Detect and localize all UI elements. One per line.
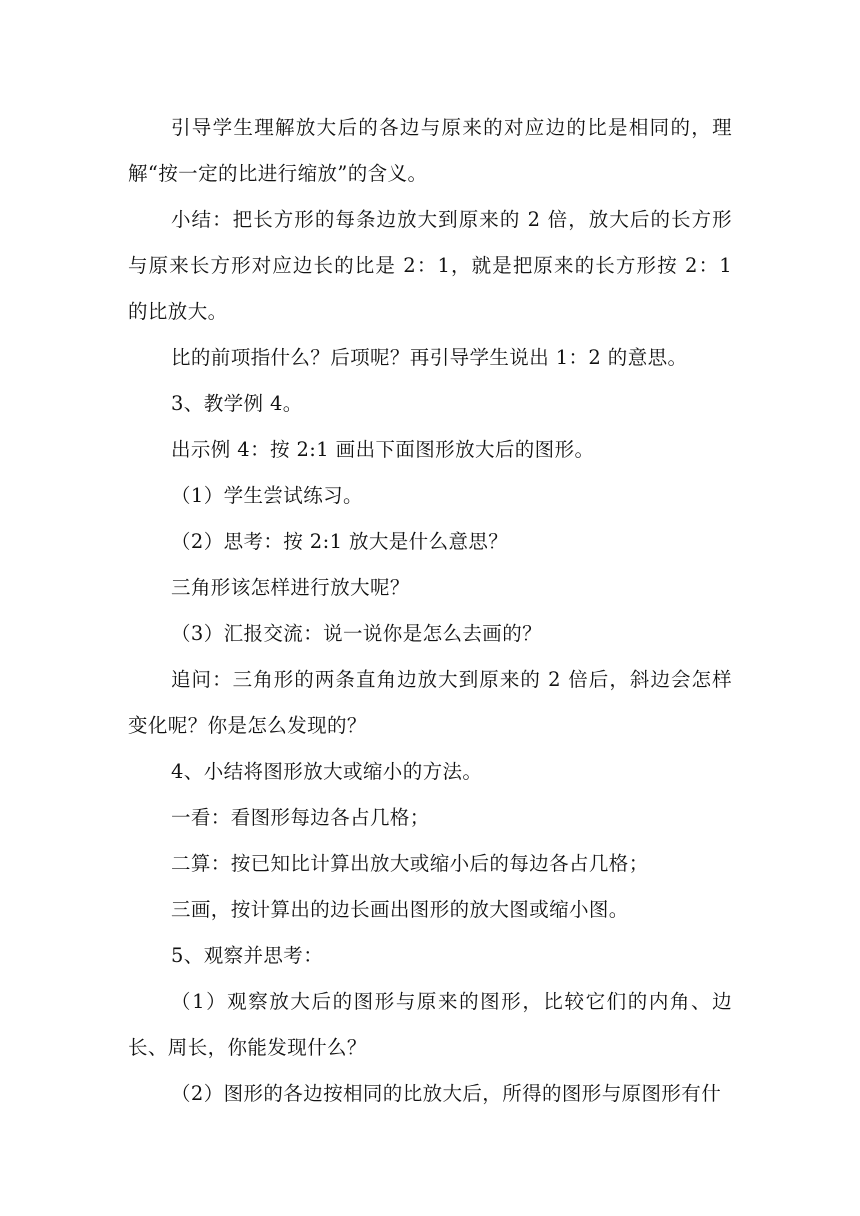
paragraph-guide-students: 引导学生理解放大后的各边与原来的对应边的比是相同的，理解“按一定的比进行缩放”的含义。 xyxy=(128,116,732,185)
paragraph-follow-up-question: 追问：三角形的两条直角边放大到原来的 2 倍后，斜边会怎样变化呢？你是怎么发现的？ xyxy=(128,668,732,737)
paragraph-step-look: 一看：看图形每边各占几格； xyxy=(171,806,430,829)
paragraph-report-exchange: （3）汇报交流：说一说你是怎么去画的？ xyxy=(171,622,543,645)
document-body xyxy=(128,105,732,1117)
paragraph-student-practice: （1）学生尝试练习。 xyxy=(171,484,363,507)
paragraph-triangle-question: 三角形该怎样进行放大呢？ xyxy=(171,576,410,599)
paragraph-step-draw: 三画，按计算出的边长画出图形的放大图或缩小图。 xyxy=(171,898,629,921)
paragraph-observe-compare: （1）观察放大后的图形与原来的图形，比较它们的内角、边长、周长，你能发现什么？ xyxy=(128,990,732,1059)
paragraph-observe-think: 5、观察并思考： xyxy=(171,944,324,967)
paragraph-ratio-terms: 比的前项指什么？后项呢？再引导学生说出 1：2 的意思。 xyxy=(171,346,688,369)
paragraph-step-calculate: 二算：按已知比计算出放大或缩小后的每边各占几格； xyxy=(171,852,649,875)
paragraph-think-meaning: （2）思考：按 2:1 放大是什么意思？ xyxy=(171,530,509,553)
paragraph-summary-rectangle: 小结：把长方形的每条边放大到原来的 2 倍，放大后的长方形与原来长方形对应边长的比是 2：1，就是把原来的长方形按 2：1 的比放大。 xyxy=(128,208,732,323)
paragraph-method-summary: 4、小结将图形放大或缩小的方法。 xyxy=(171,760,483,783)
paragraph-teach-example-4: 3、教学例 4。 xyxy=(171,392,303,415)
paragraph-show-example-4: 出示例 4：按 2:1 画出下面图形放大后的图形。 xyxy=(171,438,595,461)
paragraph-proportional-enlarge: （2）图形的各边按相同的比放大后，所得的图形与原图形有什 xyxy=(171,1082,722,1105)
